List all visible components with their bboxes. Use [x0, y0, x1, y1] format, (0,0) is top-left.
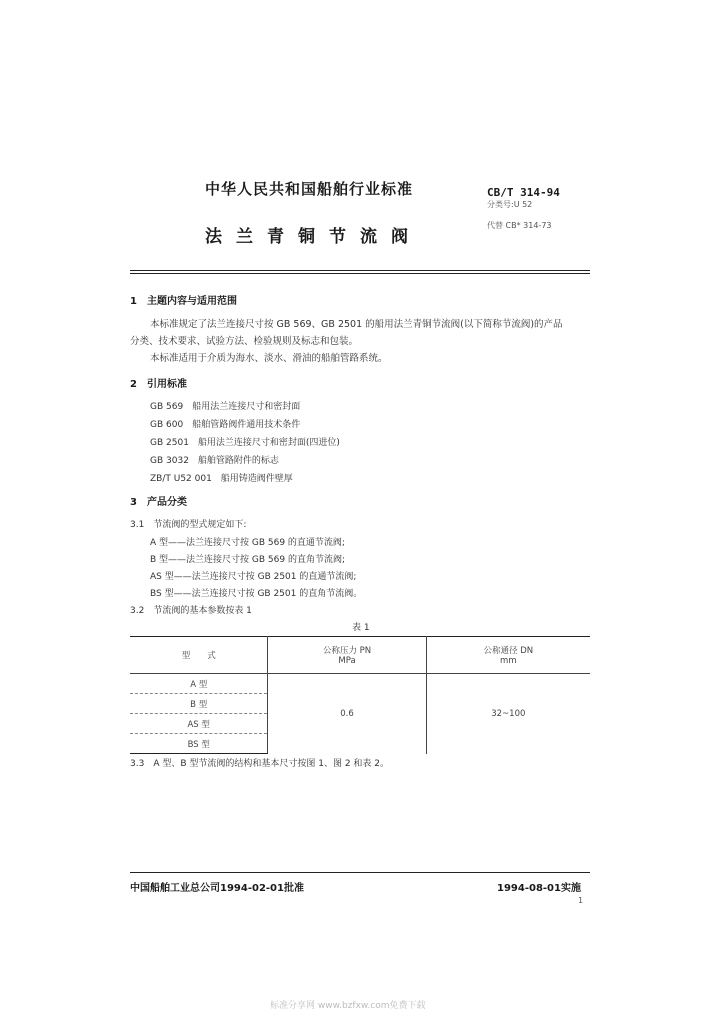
table-row-type: BS 型 — [130, 734, 268, 754]
valve-type-item: A 型——法兰连接尺寸按 GB 569 的直通节流阀; — [150, 538, 345, 548]
section3-1: 3.1 节流阀的型式规定如下: — [130, 520, 247, 530]
col-diameter-header — [426, 637, 590, 674]
approval-date: 中国船舶工业总公司1994-02-01批准 — [130, 883, 304, 894]
section2-heading: 2 引用标准 — [130, 379, 187, 390]
standard-number: CB/T 314-94 — [487, 186, 560, 199]
page-number: 1 — [578, 896, 584, 905]
document-title: 法兰青铜节流阀 — [205, 227, 422, 247]
table-row-type: A 型 — [130, 674, 268, 694]
section1-para2: 本标准适用于介质为海水、淡水、滑油的船舶管路系统。 — [150, 353, 388, 364]
pressure-value: 0.6 — [268, 674, 426, 754]
classification-number: 分类号:U 52 — [487, 200, 533, 209]
section1-para1-line2: 分类、技术要求、试验方法、检验规则及标志和包装。 — [130, 336, 359, 347]
valve-type-item: AS 型——法兰连接尺寸按 GB 2501 的直通节流阀; — [150, 572, 357, 582]
diameter-unit: mm — [500, 656, 517, 666]
diameter-value: 32~100 — [491, 708, 526, 719]
col-type-header: 型 式 — [130, 637, 268, 674]
table1-caption: 表 1 — [352, 623, 370, 633]
section1-heading: 1 主题内容与适用范围 — [130, 296, 237, 307]
header-rule-bottom — [130, 273, 590, 274]
table-row-type: AS 型 — [130, 714, 268, 734]
header-rule-top — [130, 270, 590, 271]
reference-item: GB 3032 船舶管路附件的标志 — [150, 456, 279, 466]
replaces-standard: 代替 CB* 314-73 — [487, 221, 552, 230]
reference-item: GB 600 船舶管路阀件通用技术条件 — [150, 420, 301, 430]
table-row-type: B 型 — [130, 694, 268, 714]
pressure-unit: MPa — [338, 656, 356, 666]
table1 — [130, 636, 590, 754]
pressure-header-label: 公称压力 PN — [322, 646, 372, 656]
standard-title: 中华人民共和国船舶行业标准 — [205, 180, 414, 198]
section3-heading: 3 产品分类 — [130, 497, 187, 508]
diameter-header-label: 公称通径 DN — [483, 646, 534, 656]
section3-2: 3.2 节流阀的基本参数按表 1 — [130, 606, 252, 616]
reference-item: GB 2501 船用法兰连接尺寸和密封面(四进位) — [150, 438, 340, 448]
section3-3: 3.3 A 型、B 型节流阀的结构和基本尺寸按图 1、图 2 和表 2。 — [130, 759, 389, 769]
valve-type-item: B 型——法兰连接尺寸按 GB 569 的直角节流阀; — [150, 555, 345, 565]
footer-rule — [130, 872, 590, 873]
implementation-date: 1994-08-01实施 — [497, 883, 581, 894]
reference-item: GB 569 船用法兰连接尺寸和密封面 — [150, 402, 301, 412]
site-watermark: 标准分享网 www.bzfxw.com免费下载 — [270, 1001, 426, 1011]
reference-item: ZB/T U52 001 船用铸造阀件壁厚 — [150, 474, 293, 484]
section1-para1-line1: 本标准规定了法兰连接尺寸按 GB 569、GB 2501 的船用法兰青铜节流阀(以下简称节流阀)的产品 — [150, 319, 563, 330]
valve-type-item: BS 型——法兰连接尺寸按 GB 2501 的直角节流阀。 — [150, 589, 363, 599]
col-pressure-header — [268, 637, 426, 674]
